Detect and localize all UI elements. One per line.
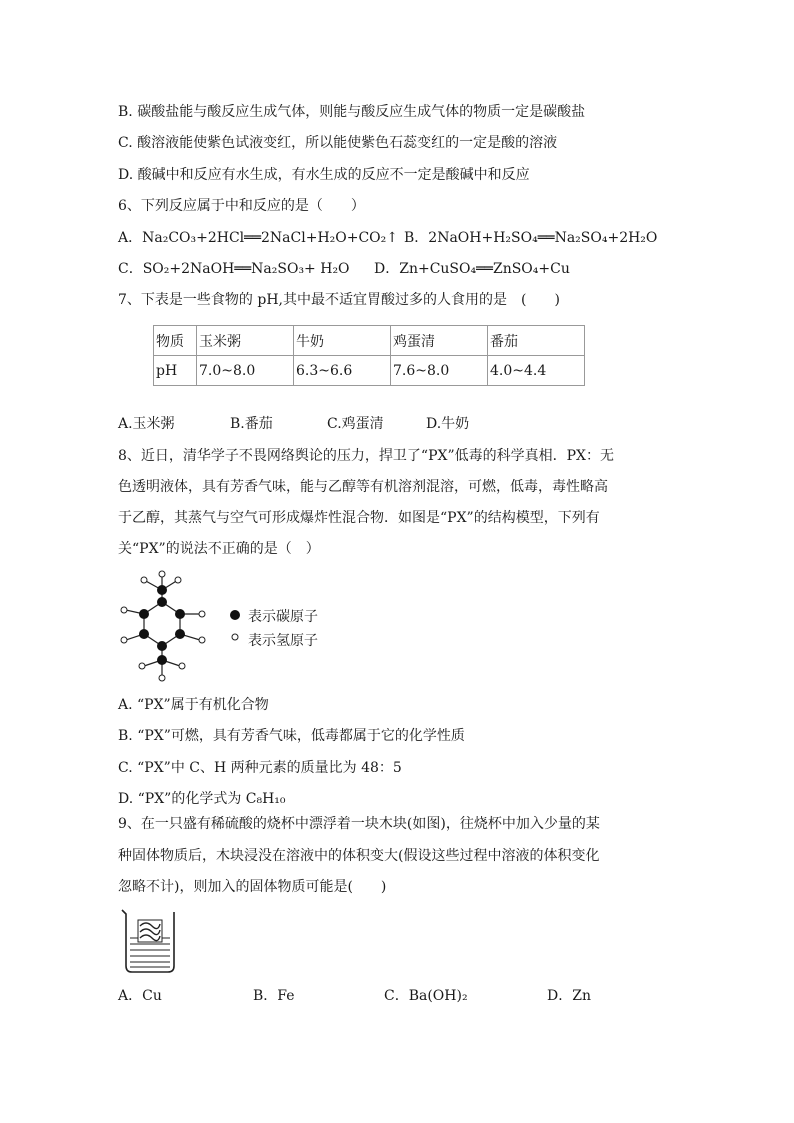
q6-option-d: D．Zn+CuSO₄══ZnSO₄+Cu	[374, 261, 570, 277]
px-structure-model	[118, 568, 228, 686]
q7-option-d: D.牛奶	[426, 416, 470, 432]
q7-option-a: A.玉米粥	[118, 416, 175, 432]
q6-option-a: A．Na₂CO₃+2HCl══2NaCl+H₂O+CO₂↑	[118, 230, 398, 246]
q6-option-b: B．2NaOH+H₂SO₄══Na₂SO₄+2H₂O	[404, 230, 658, 246]
q6-option-c: C．SO₂+2NaOH══Na₂SO₃+ H₂O	[118, 261, 350, 277]
legend-carbon-label: 表示碳原子	[248, 609, 318, 625]
table-cell: 物质	[154, 326, 197, 356]
carbon-legend-icon	[228, 608, 242, 622]
table-row	[154, 356, 585, 386]
q9-stem-line1: 9、在一只盛有稀硫酸的烧杯中漂浮着一块木块(如图)，往烧杯中加入少量的某	[118, 816, 600, 832]
option-b-previous: B. 碳酸盐能与酸反应生成气体，则能与酸反应生成气体的物质一定是碳酸盐	[118, 104, 586, 120]
hydrogen-legend-icon	[230, 632, 240, 642]
q8-option-d: D. “PX”的化学式为 C₈H₁₀	[118, 791, 286, 807]
table-cell: 7.0~8.0	[197, 356, 294, 386]
q8-option-a: A. “PX”属于有机化合物	[118, 697, 269, 713]
q9-option-b: B．Fe	[253, 988, 295, 1004]
table-header-row	[154, 326, 585, 356]
beaker-with-wood-block	[118, 906, 182, 974]
q9-option-a: A．Cu	[118, 988, 162, 1004]
table-cell: 番茄	[488, 326, 585, 356]
q8-stem-line4: 关“PX”的说法不正确的是（ ）	[118, 541, 320, 557]
q7-option-b: B.番茄	[230, 416, 273, 432]
q7-option-c: C.鸡蛋清	[327, 416, 384, 432]
wood-block-icon	[138, 920, 162, 942]
table-cell: 鸡蛋清	[391, 326, 488, 356]
option-c-previous: C. 酸溶液能使紫色试液变红，所以能使紫色石蕊变红的一定是酸的溶液	[118, 135, 558, 151]
table-cell: pH	[154, 356, 197, 386]
q7-stem: 7、下表是一些食物的 pH,其中最不适宜胃酸过多的人食用的是 ( )	[118, 292, 560, 308]
table-cell: 7.6~8.0	[391, 356, 488, 386]
ph-table	[153, 325, 585, 386]
table-cell: 6.3~6.6	[294, 356, 391, 386]
table-cell: 4.0~4.4	[488, 356, 585, 386]
option-d-previous: D. 酸碱中和反应有水生成，有水生成的反应不一定是酸碱中和反应	[118, 167, 530, 183]
q9-option-d: D．Zn	[547, 988, 591, 1004]
q9-option-c: C．Ba(OH)₂	[384, 988, 468, 1004]
q9-stem-line3: 忽略不计)，则加入的固体物质可能是( )	[118, 879, 387, 895]
table-cell: 玉米粥	[197, 326, 294, 356]
q8-stem-line2: 色透明液体，具有芳香气味，能与乙醇等有机溶剂混溶，可燃，低毒，毒性略高	[118, 479, 608, 495]
q9-stem-line2: 种固体物质后，木块浸没在溶液中的体积变大(假设这些过程中溶液的体积变化	[118, 848, 600, 864]
q6-stem: 6、下列反应属于中和反应的是（ ）	[118, 198, 365, 214]
q8-stem-line1: 8、近日，清华学子不畏网络舆论的压力，捍卫了“PX”低毒的科学真相．PX：无	[118, 448, 614, 464]
q8-option-c: C. “PX”中 C、H 两种元素的质量比为 48：5	[118, 760, 402, 776]
q8-stem-line3: 于乙醇，其蒸气与空气可形成爆炸性混合物．如图是“PX”的结构模型，下列有	[118, 510, 600, 526]
table-cell: 牛奶	[294, 326, 391, 356]
q8-option-b: B. “PX”可燃，具有芳香气味，低毒都属于它的化学性质	[118, 728, 465, 744]
legend-hydrogen-label: 表示氢原子	[248, 633, 318, 649]
